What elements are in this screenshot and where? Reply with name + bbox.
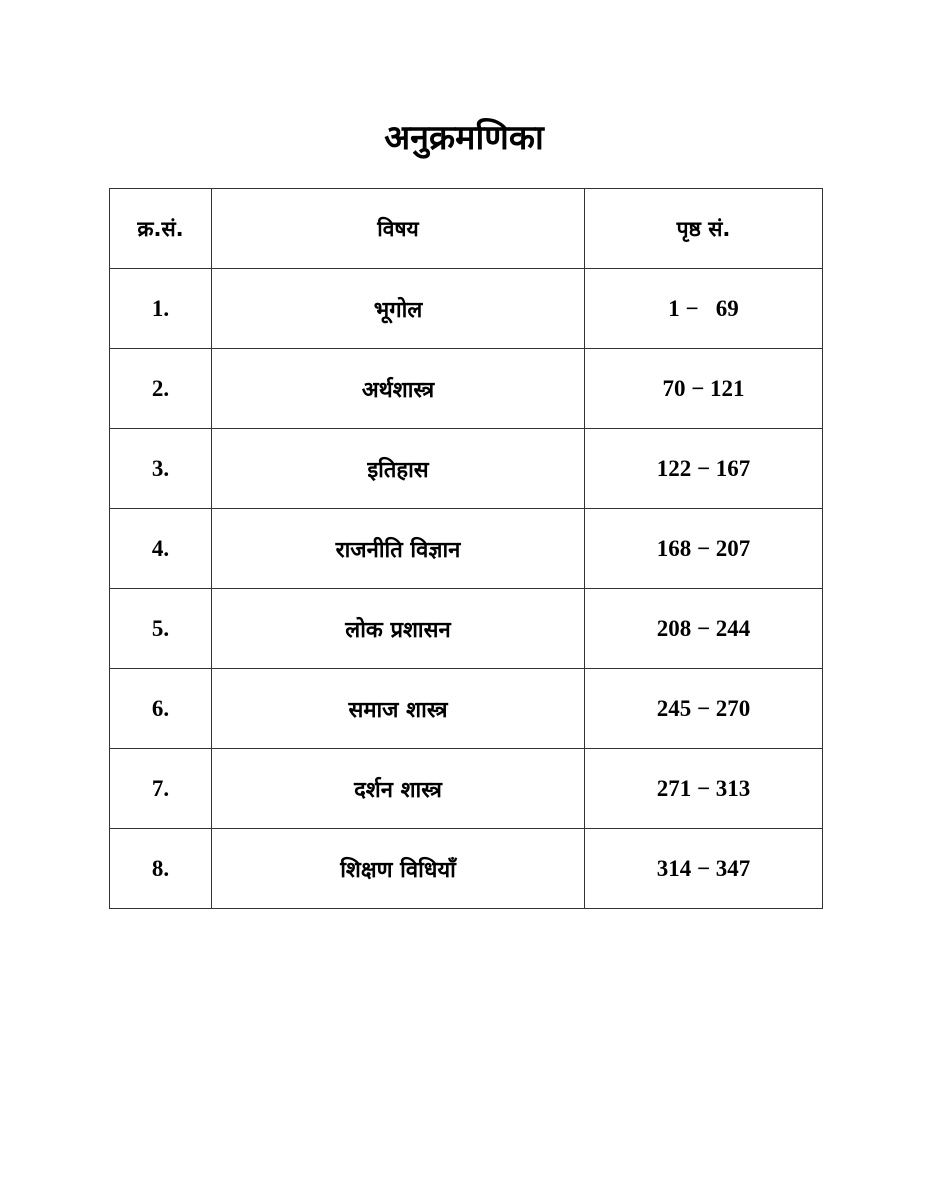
page-range-cell: 1 − 69: [585, 269, 823, 349]
serial-number-cell: 1.: [110, 269, 212, 349]
subject-cell: दर्शन शास्त्र: [212, 749, 585, 829]
serial-number-cell: 7.: [110, 749, 212, 829]
table-row: [110, 429, 823, 509]
page-range-cell: 122 − 167: [585, 429, 823, 509]
subject-cell: लोक प्रशासन: [212, 589, 585, 669]
page-range-cell: 168 − 207: [585, 509, 823, 589]
header-page-number: पृष्ठ सं.: [585, 189, 823, 269]
header-subject: विषय: [212, 189, 585, 269]
table-header-row: [110, 189, 823, 269]
subject-cell: भूगोल: [212, 269, 585, 349]
serial-number-cell: 6.: [110, 669, 212, 749]
table-row: [110, 269, 823, 349]
table-row: [110, 349, 823, 429]
page-range-cell: 70 − 121: [585, 349, 823, 429]
subject-cell: अर्थशास्त्र: [212, 349, 585, 429]
header-serial-number: क्र.सं.: [110, 189, 212, 269]
table-row: [110, 669, 823, 749]
serial-number-cell: 3.: [110, 429, 212, 509]
subject-cell: राजनीति विज्ञान: [212, 509, 585, 589]
subject-cell: समाज शास्त्र: [212, 669, 585, 749]
subject-cell: शिक्षण विधियाँ: [212, 829, 585, 909]
subject-cell: इतिहास: [212, 429, 585, 509]
table-row: [110, 509, 823, 589]
table-row: [110, 589, 823, 669]
table-row: [110, 749, 823, 829]
page-title: अनुक्रमणिका: [384, 118, 544, 158]
page-range-cell: 271 − 313: [585, 749, 823, 829]
serial-number-cell: 8.: [110, 829, 212, 909]
page-range-cell: 314 − 347: [585, 829, 823, 909]
table-row: [110, 829, 823, 909]
serial-number-cell: 5.: [110, 589, 212, 669]
serial-number-cell: 2.: [110, 349, 212, 429]
page-range-cell: 208 − 244: [585, 589, 823, 669]
page-range-cell: 245 − 270: [585, 669, 823, 749]
contents-table: [109, 188, 823, 909]
serial-number-cell: 4.: [110, 509, 212, 589]
